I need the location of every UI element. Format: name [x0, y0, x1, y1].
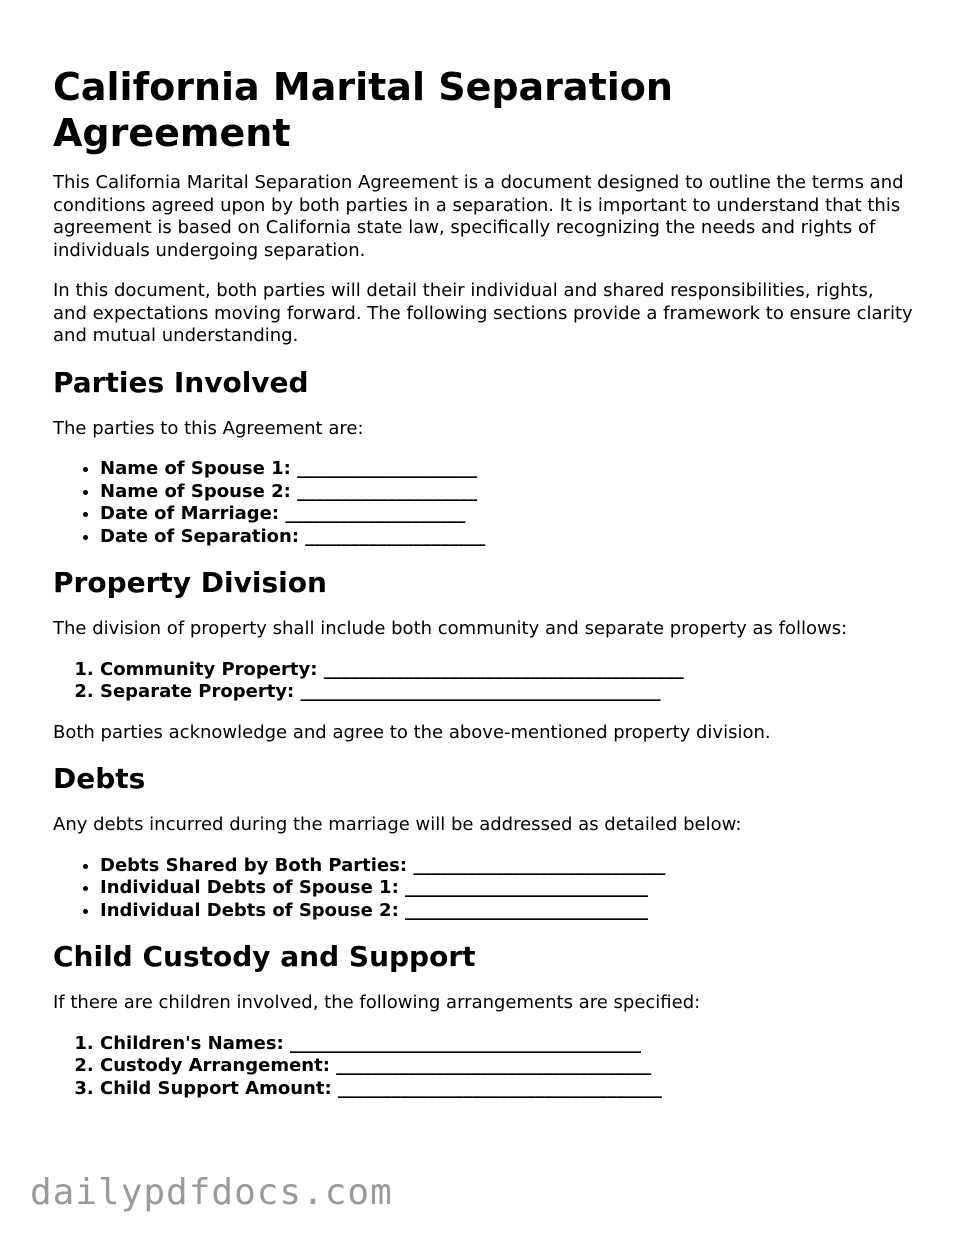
- document-page: [53, 64, 913, 1118]
- parties-list: [53, 458, 913, 548]
- list-item: • Date of Marriage: ____________________: [100, 503, 913, 526]
- list-item: • Name of Spouse 1: ____________________: [100, 458, 913, 481]
- section-heading: Debts: [53, 762, 146, 795]
- watermark: dailypdfdocs.com: [30, 1172, 393, 1213]
- debts-list: [53, 855, 913, 923]
- list-item: 1. Children's Names: _______________________________________: [100, 1033, 913, 1056]
- list-item: 2. Custody Arrangement: ___________________________________: [100, 1055, 913, 1078]
- list-item: • Name of Spouse 2: ____________________: [100, 481, 913, 504]
- document-title: California Marital Separation Agreement: [53, 65, 673, 155]
- list-item: • Individual Debts of Spouse 2: ___________________________: [100, 900, 913, 923]
- custody-list: [53, 1033, 913, 1101]
- section-heading: Child Custody and Support: [53, 940, 476, 973]
- section-heading: Parties Involved: [53, 365, 309, 399]
- section-note: Both parties acknowledge and agree to the above-mentioned property division.: [53, 721, 771, 743]
- section-parties: [53, 366, 913, 549]
- list-item: 1. Community Property: ________________________________________: [100, 659, 913, 682]
- intro-paragraph-1: This California Marital Separation Agreement is a document designed to outline the terms and conditions agreed upon by both parties in a separation. It is important to understand that this agreement is based on California state law, specifically recognizing the needs and rights of individuals undergoing separation.: [53, 172, 904, 261]
- list-item: • Debts Shared by Both Parties: ____________________________: [100, 855, 913, 878]
- intro-paragraph-2: In this document, both parties will detail their individual and shared responsibilities, rights, and expectations moving forward. The following sections provide a framework to ensure clarity and mutual understanding.: [53, 280, 913, 346]
- section-debts: [53, 762, 913, 922]
- section-lead: Any debts incurred during the marriage will be addressed as detailed below:: [53, 814, 742, 835]
- list-item: 3. Child Support Amount: ____________________________________: [100, 1078, 913, 1101]
- section-lead: If there are children involved, the following arrangements are specified:: [53, 992, 701, 1013]
- section-property: [53, 566, 913, 744]
- list-item: • Individual Debts of Spouse 1: ___________________________: [100, 877, 913, 900]
- section-heading: Property Division: [53, 566, 327, 599]
- section-lead: The parties to this Agreement are:: [53, 417, 364, 439]
- list-item: 2. Separate Property: ________________________________________: [100, 681, 913, 704]
- list-item: • Date of Separation: ____________________: [100, 526, 913, 549]
- section-lead: The division of property shall include both community and separate property as follows:: [53, 618, 848, 639]
- section-custody: [53, 940, 913, 1100]
- property-list: [53, 659, 913, 704]
